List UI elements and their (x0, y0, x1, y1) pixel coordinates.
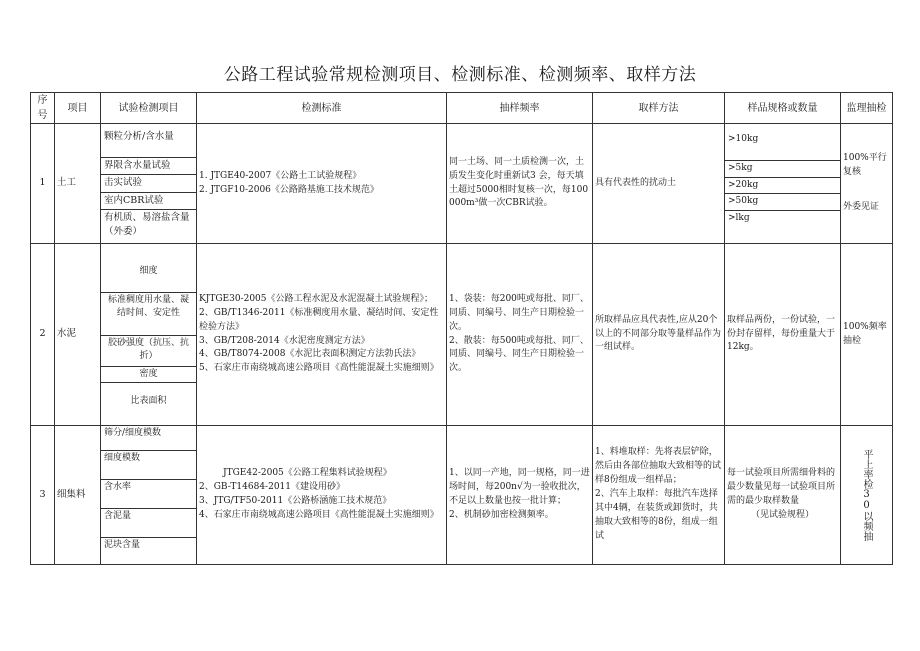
quantity-item: >50kg (725, 194, 840, 211)
table-header-row (31, 93, 893, 124)
test-item: 标准稠度用水量、凝结时间、安定性 (101, 293, 196, 336)
standard-line: 4、GB/T8074-2008《水泥比表面积测定方法勃氏法》 (199, 349, 421, 360)
test-item: 密度 (101, 367, 196, 384)
test-item: 筛分/细度模数 (101, 426, 196, 451)
standard-cell (197, 426, 447, 565)
row-item: 土工 (55, 124, 101, 244)
test-table (30, 92, 893, 565)
test-list (101, 244, 197, 426)
quantity-item: >lkg (728, 213, 750, 224)
standard-line: JTGE42-2005《公路工程集料试验规程》 (223, 468, 392, 479)
test-item: 比表面积 (130, 396, 167, 407)
standard-cell (197, 244, 447, 426)
test-list (101, 124, 197, 244)
test-item: 细度模数 (101, 451, 196, 480)
test-item: 含泥量 (101, 509, 196, 538)
quantity-line: 每一试验项目所需细骨料的最少数量见每一试验项目所需的最少取样数量 (727, 468, 836, 506)
method-line: 2、汽车上取样：每批汽车选择其中4辆，在装货或卸货时，共抽取大致相等的8份，组成一组试 (595, 489, 718, 541)
test-item: 颗粒分析/含水量 (101, 129, 196, 158)
header-quantity: 样品规格或数量 (725, 93, 841, 124)
quantity-item: >5kg (725, 161, 840, 178)
test-item: 界限含水量试验 (101, 158, 196, 175)
quantity-item: >10kg (725, 132, 840, 161)
standard-line: KJTGE30-2005《公路工程水泥及水泥混凝土试验规程》； (199, 293, 433, 304)
standard-line: 2、GB-T14684-2011《建设用砂》 (199, 482, 345, 493)
method-cell (593, 426, 725, 565)
supervision-line: 外委见证 (843, 202, 880, 213)
method-cell: 具有代表性的扰动土 (593, 124, 725, 244)
supervision-cell (841, 124, 893, 244)
test-item: 室内CBR试验 (101, 193, 196, 210)
standard-line: 2. JTGF10-2006《公路路基施工技术规范》 (199, 184, 379, 195)
supervision-cell: 100%频率抽检 (841, 244, 893, 426)
header-test-item: 试验检测项目 (101, 93, 197, 124)
row-seq: 2 (31, 244, 55, 426)
test-item: 泥块含量 (104, 540, 141, 550)
frequency-line: 2、机制砂加密检测频率。 (449, 509, 554, 520)
quantity-cell (725, 426, 841, 565)
standard-cell (197, 124, 447, 244)
frequency-cell: 同一土场、同一土质检测一次，土质发生变化时重新试3 会，每天填土超过5000相时复核一次，每100000m³做一次CBR试验。 (447, 124, 593, 244)
table-row (31, 426, 893, 565)
header-standard: 检测标准 (197, 93, 447, 124)
supervision-vertical-text: 平上率检30以频抽 (861, 449, 872, 541)
standard-line: 3、GB/T208-2014《水泥密度测定方法》 (199, 335, 370, 346)
test-item: 细度 (101, 250, 196, 293)
page-title: 公路工程试验常规检测项目、检测标准、检测频率、取样方法 (223, 65, 697, 85)
standard-line: 4、石家庄市南绕城高速公路项目《高性能混凝土实施细则》 (199, 509, 439, 520)
header-method: 取样方法 (593, 93, 725, 124)
header-item: 项目 (55, 93, 101, 124)
quantity-item: >20kg (725, 178, 840, 195)
frequency-line: 1、以同一产地，同一规格，同一进场时间，每200n√为一验收批次，不足以上数量也按一批计算； (449, 468, 590, 506)
method-cell: 所取样品应具代表性,应从20个以上的不同部分取等量样品作为一组试样。 (593, 244, 725, 426)
quantity-cell: 取样品两份，一份试验，一份封存留样，每份重量大于12kg。 (725, 244, 841, 426)
method-line: 1、料堆取样：先将表层铲除，然后由各部位抽取大致相等的试样8份组成一组样品； (595, 447, 722, 486)
table-row (31, 124, 893, 244)
table-row (31, 244, 893, 426)
supervision-line: 100%平行复核 (843, 152, 887, 177)
frequency-line: 2、散装：每500吨或每批、同厂、同质、同编号、同生产日期检验一次。 (449, 335, 589, 374)
row-seq: 3 (31, 426, 55, 565)
quantity-list (725, 124, 841, 244)
frequency-cell (447, 426, 593, 565)
test-item: 有机质、易溶盐含量（外委） (104, 211, 190, 238)
frequency-cell (447, 244, 593, 426)
test-item: 胶砂强度（抗压、抗折） (101, 336, 196, 367)
header-supervision: 监理抽检 (841, 93, 893, 124)
test-list (101, 426, 197, 565)
row-item: 细集料 (55, 426, 101, 565)
header-frequency: 抽样频率 (447, 93, 593, 124)
supervision-cell (841, 426, 893, 565)
quantity-line: （见试验规程） (750, 509, 814, 520)
standard-line: 3、JTG/TF50-2011《公路桥涵施工技术规范》 (199, 496, 392, 506)
standard-line: 2、GB/T1346-2011《标准稠度用水量、凝结时间、安定性检验方法》 (199, 307, 439, 332)
row-seq: 1 (31, 124, 55, 244)
test-item: 含水率 (101, 480, 196, 509)
standard-line: 1. JTGE40-2007《公路土工试验规程》 (199, 170, 362, 181)
standard-line: 5、石家庄市南绕城高速公路项目《高性能混凝土实施细则》 (199, 363, 439, 374)
row-item: 水泥 (55, 244, 101, 426)
test-item: 击实试验 (101, 175, 196, 192)
header-seq: 序号 (31, 93, 55, 124)
frequency-line: 1、袋装：每200吨或每批、同厂、同质、同编号、同生产日期检验一次。 (449, 293, 589, 332)
